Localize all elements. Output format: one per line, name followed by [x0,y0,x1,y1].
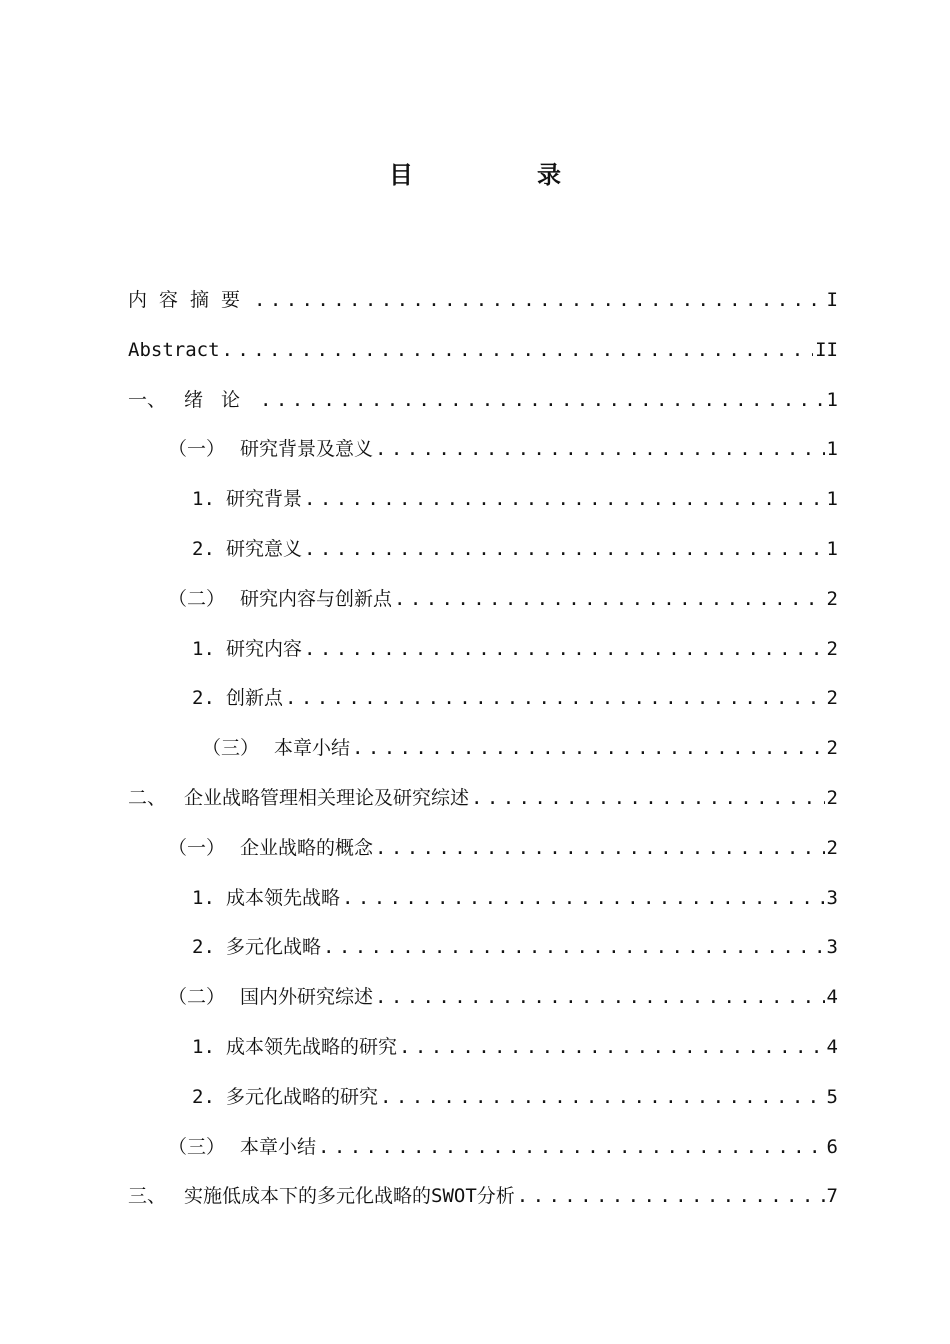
toc-entry-page: 2 [826,637,838,660]
toc-entry-number: 一、 [128,388,167,411]
toc-entry-subsection[interactable] [128,884,838,934]
toc-leader-dots [375,834,825,862]
toc-leader-dots [375,983,825,1011]
toc-entry-section[interactable] [128,983,838,1033]
toc-entry-subsection[interactable] [128,535,838,585]
toc-entry-number: 2. [192,1085,215,1108]
toc-entry-page: 1 [826,388,838,411]
toc-entry-subsection[interactable] [128,1083,838,1133]
toc-entry-page: 2 [826,587,838,610]
toc-leader-dots [222,336,814,364]
toc-leader-dots [285,684,825,712]
toc-entry-label: 创新点 [226,687,284,710]
toc-entry-page: 2 [826,836,838,859]
toc-entry-label: 成本领先战略 [226,886,341,909]
toc-entry-page: 1 [826,438,838,461]
toc-entry-section[interactable] [128,1133,838,1183]
toc-entry-page: 4 [826,1035,838,1058]
toc-entry-page: 5 [826,1085,838,1108]
toc-leader-dots [304,535,825,563]
toc-entry-section[interactable] [128,834,838,884]
toc-leader-dots [260,386,825,414]
toc-title: 目 录 [389,161,611,189]
toc-leader-dots [517,1182,825,1210]
toc-entry-number: （三） [202,737,260,760]
toc-entry-page: 2 [826,737,838,760]
toc-entry-chapter-1[interactable] [128,386,838,436]
toc-entry-label: 研究内容与创新点 [240,587,393,610]
toc-leader-dots [304,635,825,663]
toc-entry-label: 研究意义 [226,537,303,560]
toc-leader-dots [304,485,825,513]
toc-leader-dots [318,1133,825,1161]
toc-leader-dots [399,1033,825,1061]
toc-entry-page: 2 [826,687,838,710]
toc-entry-label: 实施低成本下的多元化战略的SWOT分析 [184,1185,515,1208]
toc-leader-dots [323,933,825,961]
toc-entry-page: 3 [826,886,838,909]
toc-entry-number: 1. [192,488,215,511]
toc-entry-label: 企业战略管理相关理论及研究综述 [184,786,470,809]
toc-entry-label: 内容摘要 [128,289,253,311]
toc-leader-dots [380,1083,825,1111]
toc-entry-abstract-cn[interactable] [128,286,838,336]
toc-entry-page: 1 [826,537,838,560]
toc-entry-number: （一） [168,438,226,461]
toc-entry-label: 国内外研究综述 [240,986,374,1009]
toc-entry-section[interactable] [128,585,838,635]
toc-entry-label: 本章小结 [240,1135,317,1158]
toc-entry-label: 研究背景 [226,488,303,511]
toc-entry-label: 多元化战略 [226,936,322,959]
toc-entry-label: 本章小结 [274,737,351,760]
toc-entry-number: 二、 [128,786,167,809]
toc-entry-number: 1. [192,886,215,909]
toc-entry-page: 7 [826,1185,838,1208]
table-of-contents [128,286,838,1232]
toc-entry-chapter-2[interactable] [128,784,838,834]
toc-entry-page: 3 [826,936,838,959]
toc-entry-page: 4 [826,986,838,1009]
toc-entry-subsection[interactable] [128,485,838,535]
toc-entry-label: 多元化战略的研究 [226,1085,379,1108]
toc-entry-subsection[interactable] [128,684,838,734]
toc-entry-label: Abstract [128,338,220,361]
toc-leader-dots [352,734,825,762]
toc-entry-page: 1 [826,488,838,511]
toc-entry-number: 2. [192,936,215,959]
toc-entry-label: 研究内容 [226,637,303,660]
toc-entry-abstract-en[interactable] [128,336,838,386]
toc-entry-label: 企业战略的概念 [240,836,374,859]
toc-entry-page: 2 [826,786,838,809]
toc-entry-label: 绪论 [184,388,259,411]
toc-entry-subsection[interactable] [128,635,838,685]
toc-entry-number: 三、 [128,1185,167,1208]
toc-entry-subsection[interactable] [128,1033,838,1083]
toc-leader-dots [342,884,825,912]
toc-entry-subsection[interactable] [128,933,838,983]
toc-entry-section[interactable] [128,734,838,784]
toc-entry-label: 成本领先战略的研究 [226,1035,398,1058]
toc-entry-page: 6 [826,1135,838,1158]
toc-entry-label: 研究背景及意义 [240,438,374,461]
toc-entry-number: （二） [168,587,226,610]
toc-entry-number: （一） [168,836,226,859]
toc-entry-number: （二） [168,986,226,1009]
toc-entry-number: 2. [192,687,215,710]
toc-leader-dots [254,286,825,314]
toc-entry-page: II [815,338,838,361]
toc-entry-number: 1. [192,1035,215,1058]
toc-entry-section[interactable] [128,435,838,485]
toc-leader-dots [375,435,825,463]
toc-entry-number: （三） [168,1135,226,1158]
toc-leader-dots [394,585,825,613]
toc-entry-page: I [826,289,838,311]
toc-entry-number: 2. [192,537,215,560]
toc-leader-dots [471,784,825,812]
toc-entry-number: 1. [192,637,215,660]
toc-entry-chapter-3[interactable] [128,1182,838,1232]
